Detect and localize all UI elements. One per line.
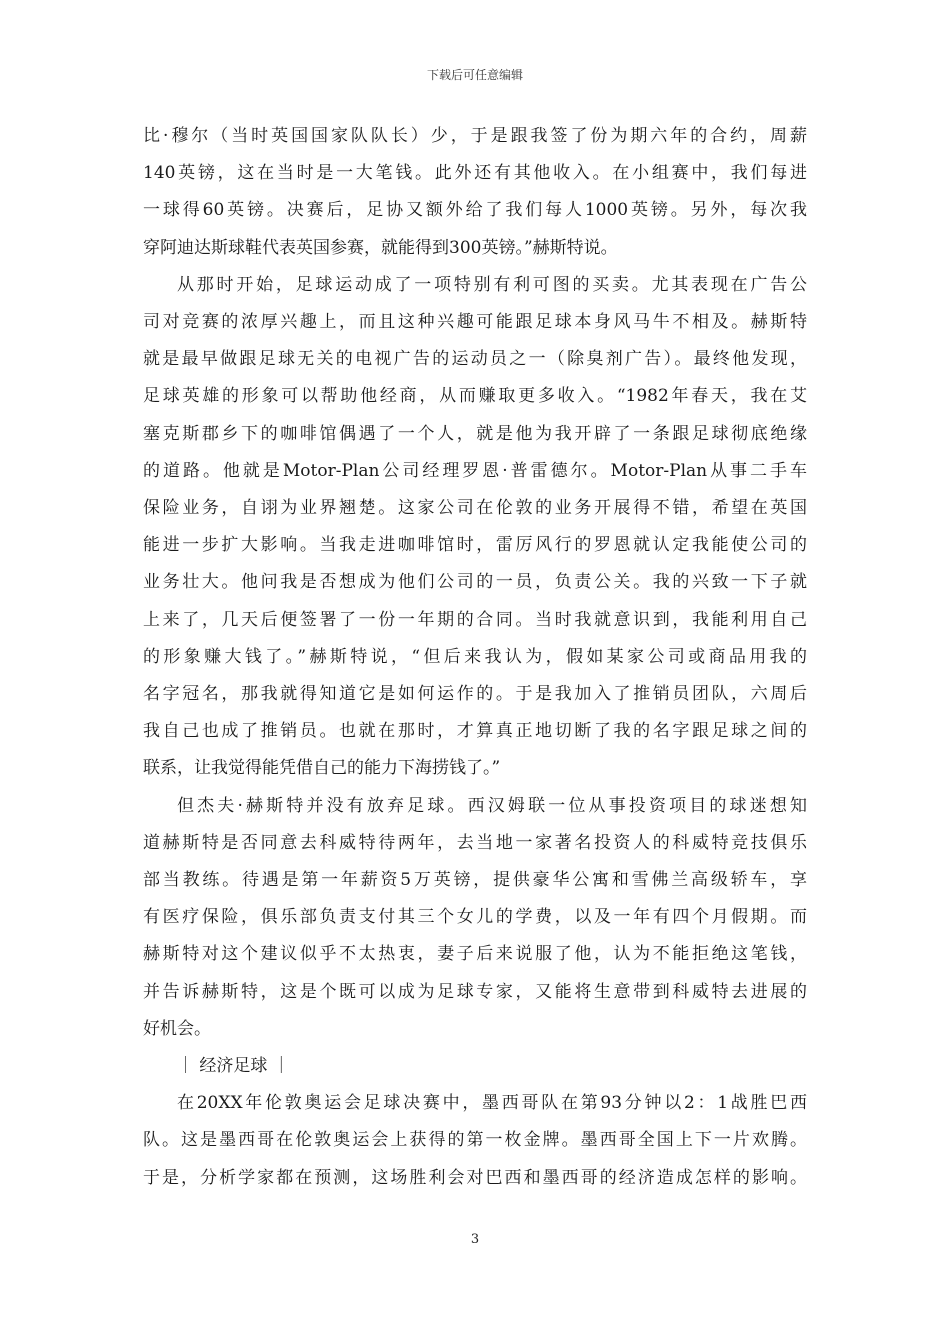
paragraph-3 [143,788,807,1048]
text-line: 司对竞赛的浓厚兴趣上，而且这种兴趣可能跟足球本身风马牛不相及。赫斯特 [143,312,807,333]
text-line: 我自己也成了推销员。也就在那时，才算真正地切断了我的名字跟足球之间的 [143,721,807,742]
text-line: 于是，分析学家都在预测，这场胜利会对巴西和墨西哥的经济造成怎样的影响。 [143,1167,807,1188]
text-line: 塞克斯郡乡下的咖啡馆偶遇了一个人，就是他为我开辟了一条跟足球彻底绝缘 [143,423,807,444]
text-line: 从那时开始，足球运动成了一项特别有利可图的买卖。尤其表现在广告公 [177,274,807,295]
text-line: 名字冠名，那我就得知道它是如何运作的。于是我加入了推销员团队，六周后 [143,684,807,705]
text-line: 保险业务，自诩为业界翘楚。这家公司在伦敦的业务开展得不错，希望在英国 [143,498,807,519]
paragraph-4 [143,1085,807,1197]
text-line: 道赫斯特是否同意去科威特待两年，去当地一家著名投资人的科威特竞技俱乐 [143,832,807,853]
section-heading [143,1048,807,1085]
text-line: 业务壮大。他问我是否想成为他们公司的一员，负责公关。我的兴致一下子就 [143,572,807,593]
text-line: 比·穆尔（当时英国国家队队长）少，于是跟我签了份为期六年的合约，周薪 [143,126,807,146]
text-line: 上来了，几天后便签署了一份一年期的合同。当时我就意识到，我能利用自己 [143,609,807,630]
document-body [143,118,807,1197]
text-line: 联系，让我觉得能凭借自己的能力下海捞钱了。” [143,758,501,779]
text-line: 但杰夫·赫斯特并没有放弃足球。西汉姆联一位从事投资项目的球迷想知 [177,795,807,816]
text-line: 穿阿迪达斯球鞋代表英国参赛，就能得到300英镑。”赫斯特说。 [143,237,618,258]
text-line: 就是最早做跟足球无关的电视广告的运动员之一（除臭剂广告）。最终他发现， [143,349,807,370]
text-line: 的道路。他就是Motor-Plan公司经理罗恩·普雷德尔。Motor-Plan从事二手车 [143,460,807,481]
text-line: 足球英雄的形象可以帮助他经商，从而赚取更多收入。“1982年春天，我在艾 [143,386,807,407]
section-heading-text: ｜ 经济足球 ｜ [177,1056,290,1077]
text-line: 并告诉赫斯特，这是个既可以成为足球专家，又能将生意带到科威特去进展的 [143,981,807,1002]
paragraph-1 [143,118,807,267]
text-line: 一球得60英镑。决赛后，足协又额外给了我们每人1000英镑。另外，每次我 [143,200,807,221]
text-line: 赫斯特对这个建议似乎不太热衷，妻子后来说服了他，认为不能拒绝这笔钱， [143,944,807,965]
page-header: 下载后可任意编辑 [426,68,523,82]
text-line: 有医疗保险，俱乐部负责支付其三个女儿的学费，以及一年有四个月假期。而 [143,907,807,928]
text-line: 队。这是墨西哥在伦敦奥运会上获得的第一枚金牌。墨西哥全国上下一片欢腾。 [143,1130,807,1151]
text-line: 好机会。 [143,1018,211,1039]
text-line: 部当教练。待遇是第一年薪资5万英镑，提供豪华公寓和雪佛兰高级轿车，享 [143,870,807,891]
text-line: 能进一步扩大影响。当我走进咖啡馆时，雷厉风行的罗恩就认定我能使公司的 [143,535,807,556]
paragraph-2 [143,267,807,788]
text-line: 140英镑，这在当时是一大笔钱。此外还有其他收入。在小组赛中，我们每进 [143,163,807,184]
text-line: 的形象赚大钱了。”赫斯特说，“但后来我认为，假如某家公司或商品用我的 [143,646,807,667]
text-line: 在20XX年伦敦奥运会足球决赛中，墨西哥队在第93分钟以2：1战胜巴西 [177,1093,807,1114]
page-number: 3 [470,1232,480,1247]
